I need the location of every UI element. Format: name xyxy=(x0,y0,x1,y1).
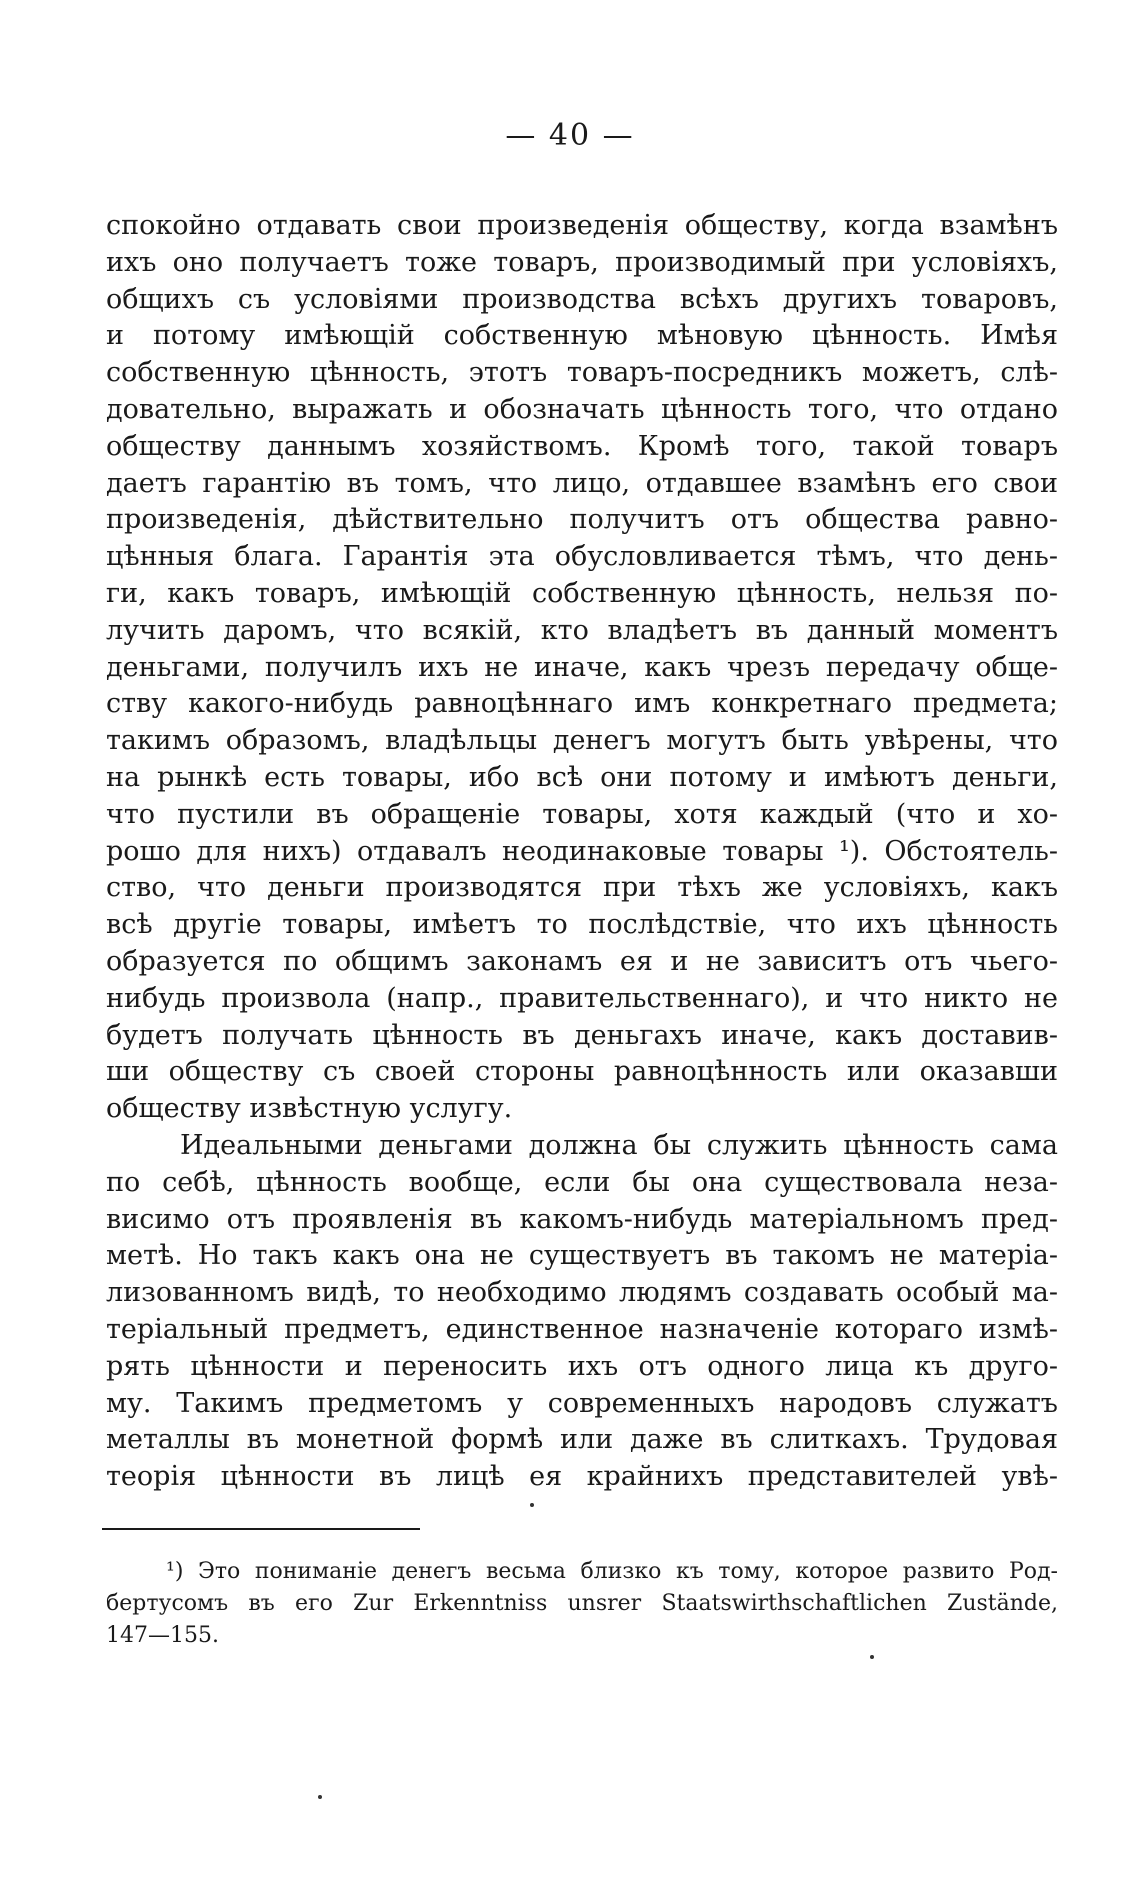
text-line: всѣ другіе товары, имѣетъ то послѣдствіе, что ихъ цѣнность xyxy=(106,909,1058,941)
text-line: метѣ. Но такъ какъ она не существуетъ въ такомъ не матеріа- xyxy=(106,1240,1058,1272)
footnote-line: бертусомъ въ его Zur Erkenntniss unsrer Staatswirthschaftlichen Zustände, xyxy=(106,1591,1058,1616)
text-line: ши обществу съ своей стороны равноцѣнность или оказавши xyxy=(106,1056,1058,1088)
text-line: собственную цѣнность, этотъ товаръ-посредникъ можетъ, слѣ- xyxy=(106,357,1058,389)
footnotes xyxy=(106,1556,1058,1652)
text-line: рошо для нихъ) отдавалъ неодинаковые товары ¹). Обстоятель- xyxy=(106,835,1058,867)
text-line: на рынкѣ есть товары, ибо всѣ они потому и имѣютъ деньги, xyxy=(106,761,1058,793)
text-line: образуется по общимъ законамъ ея и не зависитъ отъ чьего- xyxy=(106,945,1058,977)
text-line: цѣнныя блага. Гарантія эта обусловливается тѣмъ, что день- xyxy=(106,541,1058,573)
text-line: висимо отъ проявленія въ какомъ-нибудь матеріальномъ пред- xyxy=(106,1203,1058,1235)
text-line: теорія цѣнности въ лицѣ ея крайнихъ представителей увѣ- xyxy=(106,1461,1058,1493)
text-line: ство, что деньги производятся при тѣхъ же условіяхъ, какъ xyxy=(106,872,1058,904)
page-number: — 40 — xyxy=(505,118,635,153)
text-line: ству какого-нибудь равноцѣннаго имъ конкретнаго предмета; xyxy=(106,688,1058,720)
text-line: металлы въ монетной формѣ или даже въ слиткахъ. Трудовая xyxy=(106,1424,1058,1456)
text-line: произведенія, дѣйствительно получитъ отъ общества равно- xyxy=(106,504,1058,536)
text-line: теріальный предметъ, единственное назначеніе котораго измѣ- xyxy=(106,1313,1058,1345)
footnote-line: 147—155. xyxy=(106,1623,219,1648)
text-line: му. Такимъ предметомъ у современныхъ народовъ служатъ xyxy=(106,1387,1058,1419)
text-line: лучить даромъ, что всякій, кто владѣетъ въ данный моментъ xyxy=(106,614,1058,646)
print-speck xyxy=(318,1795,322,1799)
text-line: спокойно отдавать свои произведенія обществу, когда взамѣнъ xyxy=(106,210,1058,241)
text-line: ги, какъ товаръ, имѣющій собственную цѣнность, нельзя по- xyxy=(106,577,1058,609)
text-line: общихъ съ условіями производства всѣхъ другихъ товаровъ, xyxy=(106,283,1058,315)
text-line: обществу даннымъ хозяйствомъ. Кромѣ того, такой товаръ xyxy=(106,430,1058,462)
text-line: лизованномъ видѣ, то необходимо людямъ создавать особый ма- xyxy=(106,1277,1058,1309)
main-text xyxy=(106,208,1058,1496)
text-line: будетъ получать цѣнность въ деньгахъ иначе, какъ доставив- xyxy=(106,1019,1058,1051)
text-line: довательно, выражать и обозначать цѣнность того, что отдано xyxy=(106,393,1058,425)
print-speck xyxy=(870,1655,874,1659)
text-line: даетъ гарантію въ томъ, что лицо, отдавшее взамѣнъ его свои xyxy=(106,467,1058,499)
footnote-line: ¹) Это пониманіе денегъ весьма близко къ тому, которое развито Род- xyxy=(166,1559,1058,1584)
text-line: рять цѣнности и переносить ихъ отъ одного лица къ друго- xyxy=(106,1350,1058,1382)
text-line: деньгами, получилъ ихъ не иначе, какъ чрезъ передачу обще- xyxy=(106,651,1058,683)
footnote-rule xyxy=(102,1528,420,1530)
text-line: что пустили въ обращеніе товары, хотя каждый (что и хо- xyxy=(106,798,1058,830)
text-line: по себѣ, цѣнность вообще, если бы она существовала неза- xyxy=(106,1166,1058,1198)
text-line: и потому имѣющій собственную мѣновую цѣнность. Имѣя xyxy=(106,320,1058,352)
paragraph-start-line: Идеальными деньгами должна бы служить цѣнность сама xyxy=(180,1129,1058,1161)
paragraph-end-line: обществу извѣстную услугу. xyxy=(106,1093,513,1125)
print-speck xyxy=(530,1503,534,1507)
text-line: ихъ оно получаетъ тоже товаръ, производимый при условіяхъ, xyxy=(106,246,1058,278)
text-line: нибудь произвола (напр., правительственнаго), и что никто не xyxy=(106,982,1058,1014)
text-line: такимъ образомъ, владѣльцы денегъ могутъ быть увѣрены, что xyxy=(106,725,1058,757)
